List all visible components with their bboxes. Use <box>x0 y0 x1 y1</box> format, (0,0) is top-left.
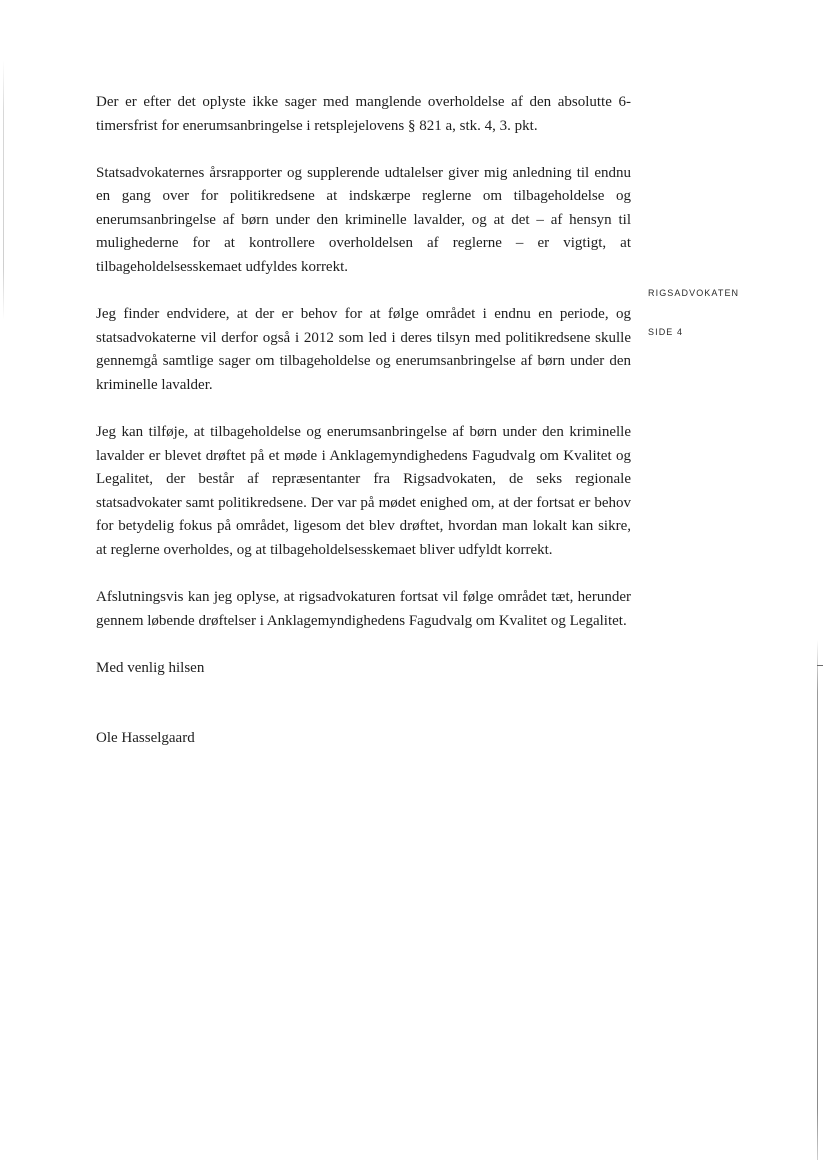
paragraph-4: Jeg kan tilføje, at tilbageholdelse og enerumsanbringelse af børn under den kriminelle lavalder er blevet drøftet på et møde i Anklagemyndighedens Fagudvalg om Kvalitet og Legalitet, der består af repræsentanter fra Rigsadvokaten, de seks regionale statsadvokater samt politikredsene. Der var på mødet enighed om, at der fortsat er behov for betydelig fokus på området, ligesom det blev drøftet, hvordan man lokalt kan sikre, at reglerne overholdes, og at tilbageholdelsesskemaet bliver udfyldt korrekt. <box>96 424 631 558</box>
signature-name: Ole Hasselgaard <box>96 730 195 747</box>
scan-edge-mark <box>817 665 823 666</box>
paragraph-1: Der er efter det oplyste ikke sager med manglende overholdelse af den absolutte 6-timersfrist for enerumsanbringelse i retsplejelovens § 821 a, stk. 4, 3. pkt. <box>96 94 631 134</box>
page-number: SIDE 4 <box>648 327 684 337</box>
letter-body <box>96 91 631 751</box>
scan-edge-right <box>817 640 818 1160</box>
closing-salutation: Med venlig hilsen <box>96 659 205 676</box>
office-label: RIGSADVOKATEN <box>648 288 740 298</box>
paragraph-5: Afslutningsvis kan jeg oplyse, at rigsadvokaturen fortsat vil følge området tæt, herunder gennem løbende drøftelser i Anklagemyndighedens Fagudvalg om Kvalitet og Legalitet. <box>96 589 631 629</box>
paragraph-2: Statsadvokaternes årsrapporter og supplerende udtalelser giver mig anledning til endnu en gang over for politikredsene at indskærpe reglerne om tilbageholdelse og enerumsanbringelse af børn under den kriminelle lavalder, og at det – af hensyn til mulighederne for at kontrollere overholdelsen af reglerne – er vigtigt, at tilbageholdelsesskemaet udfyldes korrekt. <box>96 164 631 276</box>
paragraph-3: Jeg finder endvidere, at der er behov for at følge området i endnu en periode, og statsadvokaterne vil derfor også i 2012 som led i deres tilsyn med politikredsene skulle gennemgå samtlige sager om tilbageholdelse og enerumsanbringelse af børn under den kriminelle lavalder. <box>96 306 631 393</box>
scan-edge-left <box>3 60 4 320</box>
